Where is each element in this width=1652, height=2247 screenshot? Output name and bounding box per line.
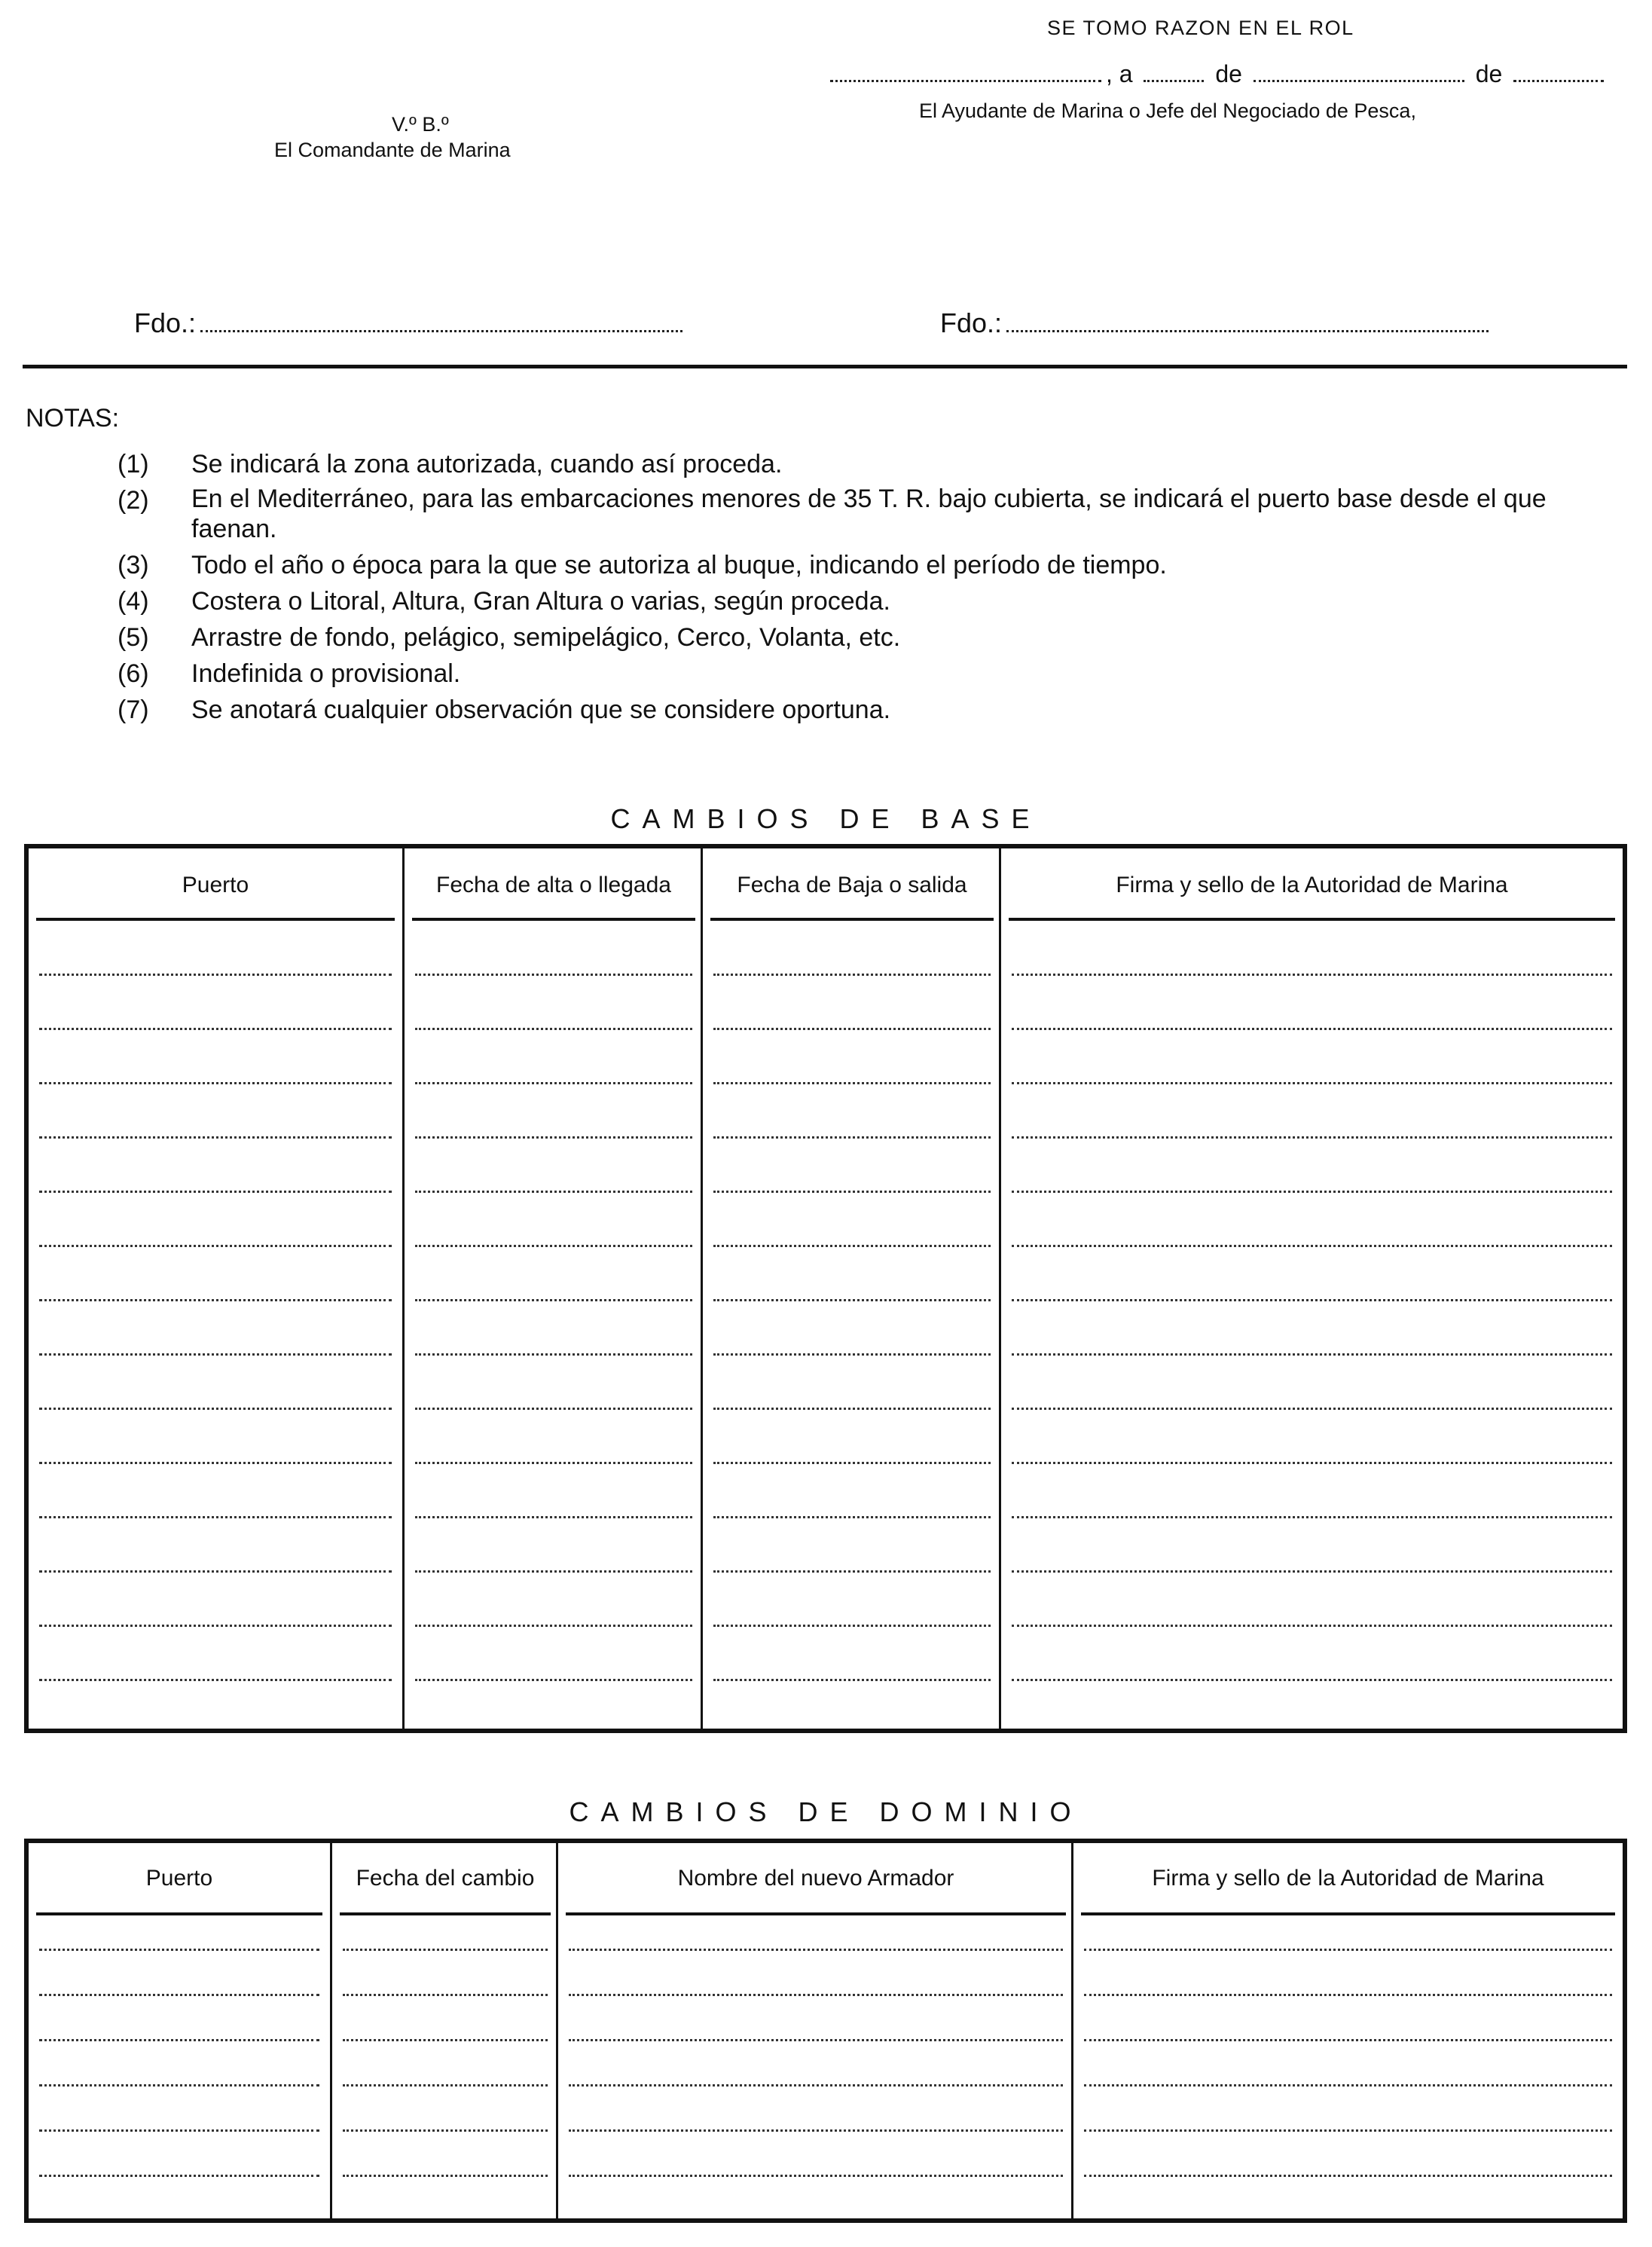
base-row-13-cell-4[interactable] xyxy=(1012,1625,1612,1627)
comandante-label: El Comandante de Marina xyxy=(274,139,511,161)
base-row-6-cell-4[interactable] xyxy=(1012,1245,1612,1247)
base-header-rule xyxy=(36,918,395,921)
dom-header-rule xyxy=(340,1912,551,1915)
fdo-left-line xyxy=(134,307,687,339)
dom-row-3-cell-4[interactable] xyxy=(1084,2039,1612,2041)
base-row-9-cell-1[interactable] xyxy=(39,1408,392,1410)
place-blank[interactable] xyxy=(830,79,1101,82)
dom-col-armador xyxy=(556,1843,1073,2218)
base-header-rule xyxy=(412,918,695,921)
note-6-text: Indefinida o provisional. xyxy=(191,659,461,688)
base-col-fecha-alta xyxy=(402,848,703,1729)
base-row-3-cell-1[interactable] xyxy=(39,1082,392,1084)
dom-row-2-cell-4[interactable] xyxy=(1084,1994,1612,1996)
dom-row-5-cell-3[interactable] xyxy=(569,2129,1063,2132)
note-2-num: (2) xyxy=(118,486,149,515)
dom-col-fecha xyxy=(330,1843,558,2218)
month-blank[interactable] xyxy=(1254,79,1464,82)
base-row-6-cell-2[interactable] xyxy=(415,1245,692,1247)
base-header-fecha-alta: Fecha de alta o llegada xyxy=(436,873,671,897)
header-divider xyxy=(23,365,1627,368)
cambios-dominio-title: CAMBIOS DE DOMINIO xyxy=(569,1796,1083,1827)
dom-row-1-cell-2[interactable] xyxy=(343,1949,548,1951)
dom-header-rule xyxy=(566,1912,1066,1915)
fdo-right-line xyxy=(940,307,1493,339)
note-7-text: Se anotará cualquier observación que se considere oportuna. xyxy=(191,696,891,724)
dom-row-1-cell-3[interactable] xyxy=(569,1949,1063,1951)
note-3-num: (3) xyxy=(118,551,149,579)
note-5-text: Arrastre de fondo, pelágico, semipelágico, Cerco, Volanta, etc. xyxy=(191,623,901,652)
base-row-2-cell-1[interactable] xyxy=(39,1028,392,1030)
note-7 xyxy=(118,693,1632,726)
dom-header-armador: Nombre del nuevo Armador xyxy=(677,1866,954,1891)
date-a-label: , a xyxy=(1106,60,1133,87)
base-header-fecha-baja: Fecha de Baja o salida xyxy=(737,873,967,897)
base-row-7-cell-3[interactable] xyxy=(713,1299,991,1301)
base-row-4-cell-1[interactable] xyxy=(39,1136,392,1139)
dom-row-6-cell-4[interactable] xyxy=(1084,2175,1612,2177)
date-de-label-1: de xyxy=(1215,60,1242,87)
base-row-3-cell-3[interactable] xyxy=(713,1082,991,1084)
note-5-num: (5) xyxy=(118,623,149,652)
notas-title: NOTAS: xyxy=(26,404,120,433)
base-row-13-cell-2[interactable] xyxy=(415,1625,692,1627)
base-row-9-cell-3[interactable] xyxy=(713,1408,991,1410)
dom-row-5-cell-1[interactable] xyxy=(39,2129,319,2132)
base-row-11-cell-2[interactable] xyxy=(415,1516,692,1518)
base-row-14-cell-1[interactable] xyxy=(39,1679,392,1681)
base-row-11-cell-3[interactable] xyxy=(713,1516,991,1518)
base-row-12-cell-1[interactable] xyxy=(39,1570,392,1573)
note-1 xyxy=(118,448,1632,481)
base-row-2-cell-4[interactable] xyxy=(1012,1028,1612,1030)
note-4-text: Costera o Litoral, Altura, Gran Altura o varias, según proceda. xyxy=(191,587,890,616)
base-col-firma xyxy=(999,848,1623,1729)
dom-row-6-cell-3[interactable] xyxy=(569,2175,1063,2177)
base-row-2-cell-2[interactable] xyxy=(415,1028,692,1030)
base-row-12-cell-3[interactable] xyxy=(713,1570,991,1573)
date-de-label-2: de xyxy=(1475,60,1503,87)
dom-row-4-cell-1[interactable] xyxy=(39,2084,319,2086)
base-row-13-cell-1[interactable] xyxy=(39,1625,392,1627)
base-row-1-cell-1[interactable] xyxy=(39,974,392,976)
dom-row-3-cell-2[interactable] xyxy=(343,2039,548,2041)
base-row-10-cell-4[interactable] xyxy=(1012,1462,1612,1464)
cambios-dominio-table xyxy=(24,1839,1627,2223)
base-row-9-cell-4[interactable] xyxy=(1012,1408,1612,1410)
ayudante-label: El Ayudante de Marina o Jefe del Negociado de Pesca, xyxy=(919,99,1416,122)
base-row-3-cell-4[interactable] xyxy=(1012,1082,1612,1084)
note-1-num: (1) xyxy=(118,450,149,478)
fdo-right-label: Fdo.: xyxy=(940,307,1003,338)
base-row-8-cell-4[interactable] xyxy=(1012,1353,1612,1356)
dom-row-2-cell-2[interactable] xyxy=(343,1994,548,1996)
note-6-num: (6) xyxy=(118,659,149,688)
dom-row-3-cell-1[interactable] xyxy=(39,2039,319,2041)
dom-header-rule xyxy=(36,1912,322,1915)
registro-date-line xyxy=(826,60,1608,88)
note-2 xyxy=(118,484,1632,550)
base-row-14-cell-3[interactable] xyxy=(713,1679,991,1681)
base-row-4-cell-2[interactable] xyxy=(415,1136,692,1139)
note-4 xyxy=(118,585,1632,618)
base-row-1-cell-2[interactable] xyxy=(415,974,692,976)
base-row-8-cell-3[interactable] xyxy=(713,1353,991,1356)
base-row-14-cell-2[interactable] xyxy=(415,1679,692,1681)
dom-col-firma xyxy=(1071,1843,1623,2218)
dom-row-5-cell-2[interactable] xyxy=(343,2129,548,2132)
note-5 xyxy=(118,621,1632,654)
dom-row-4-cell-3[interactable] xyxy=(569,2084,1063,2086)
base-col-puerto xyxy=(29,848,402,1729)
base-row-4-cell-4[interactable] xyxy=(1012,1136,1612,1139)
day-blank[interactable] xyxy=(1144,79,1204,82)
base-row-6-cell-1[interactable] xyxy=(39,1245,392,1247)
fdo-left-blank[interactable] xyxy=(200,329,682,332)
note-1-text: Se indicará la zona autorizada, cuando así proceda. xyxy=(191,450,783,478)
vb-label: V.º B.º xyxy=(392,113,449,136)
base-row-3-cell-2[interactable] xyxy=(415,1082,692,1084)
base-row-8-cell-1[interactable] xyxy=(39,1353,392,1356)
base-row-7-cell-4[interactable] xyxy=(1012,1299,1612,1301)
base-header-firma: Firma y sello de la Autoridad de Marina xyxy=(1116,873,1508,897)
fdo-left-label: Fdo.: xyxy=(134,307,197,338)
dom-row-5-cell-4[interactable] xyxy=(1084,2129,1612,2132)
dom-row-1-cell-1[interactable] xyxy=(39,1949,319,1951)
dom-row-1-cell-4[interactable] xyxy=(1084,1949,1612,1951)
base-row-12-cell-4[interactable] xyxy=(1012,1570,1612,1573)
dom-header-fecha: Fecha del cambio xyxy=(356,1866,535,1891)
base-row-5-cell-1[interactable] xyxy=(39,1191,392,1193)
base-row-2-cell-3[interactable] xyxy=(713,1028,991,1030)
registro-title: SE TOMO RAZON EN EL ROL xyxy=(1047,17,1354,39)
note-2-text: En el Mediterráneo, para las embarcaciones menores de 35 T. R. bajo cubierta, se indicará el puerto base desde el que faenan. xyxy=(191,485,1547,543)
dom-row-6-cell-1[interactable] xyxy=(39,2175,319,2177)
dom-row-2-cell-3[interactable] xyxy=(569,1994,1063,1996)
dom-row-6-cell-2[interactable] xyxy=(343,2175,548,2177)
base-row-6-cell-3[interactable] xyxy=(713,1245,991,1247)
base-row-5-cell-2[interactable] xyxy=(415,1191,692,1193)
dom-header-firma: Firma y sello de la Autoridad de Marina xyxy=(1152,1866,1544,1891)
base-row-4-cell-3[interactable] xyxy=(713,1136,991,1139)
note-4-num: (4) xyxy=(118,587,149,616)
year-blank[interactable] xyxy=(1513,79,1604,82)
base-row-5-cell-3[interactable] xyxy=(713,1191,991,1193)
dom-row-4-cell-4[interactable] xyxy=(1084,2084,1612,2086)
dom-col-puerto xyxy=(29,1843,330,2218)
base-header-rule xyxy=(710,918,994,921)
base-row-9-cell-2[interactable] xyxy=(415,1408,692,1410)
base-row-12-cell-2[interactable] xyxy=(415,1570,692,1573)
base-header-rule xyxy=(1009,918,1615,921)
dom-header-puerto: Puerto xyxy=(145,1866,213,1891)
dom-row-3-cell-3[interactable] xyxy=(569,2039,1063,2041)
base-row-8-cell-2[interactable] xyxy=(415,1353,692,1356)
note-6 xyxy=(118,657,1632,690)
base-row-7-cell-1[interactable] xyxy=(39,1299,392,1301)
base-row-10-cell-1[interactable] xyxy=(39,1462,392,1464)
base-row-10-cell-2[interactable] xyxy=(415,1462,692,1464)
dom-header-rule xyxy=(1081,1912,1615,1915)
base-row-11-cell-1[interactable] xyxy=(39,1516,392,1518)
note-3 xyxy=(118,549,1632,582)
base-row-1-cell-4[interactable] xyxy=(1012,974,1612,976)
base-row-13-cell-3[interactable] xyxy=(713,1625,991,1627)
base-row-7-cell-2[interactable] xyxy=(415,1299,692,1301)
base-col-fecha-baja xyxy=(701,848,1001,1729)
dom-row-2-cell-1[interactable] xyxy=(39,1994,319,1996)
note-7-num: (7) xyxy=(118,696,149,724)
base-row-10-cell-3[interactable] xyxy=(713,1462,991,1464)
base-row-14-cell-4[interactable] xyxy=(1012,1679,1612,1681)
fdo-right-blank[interactable] xyxy=(1006,329,1489,332)
note-3-text: Todo el año o época para la que se autoriza al buque, indicando el período de tiempo. xyxy=(191,551,1167,579)
base-header-puerto: Puerto xyxy=(182,873,249,897)
cambios-base-table xyxy=(24,844,1627,1733)
base-row-1-cell-3[interactable] xyxy=(713,974,991,976)
dom-row-4-cell-2[interactable] xyxy=(343,2084,548,2086)
base-row-11-cell-4[interactable] xyxy=(1012,1516,1612,1518)
base-row-5-cell-4[interactable] xyxy=(1012,1191,1612,1193)
cambios-base-title: CAMBIOS DE BASE xyxy=(610,803,1042,834)
